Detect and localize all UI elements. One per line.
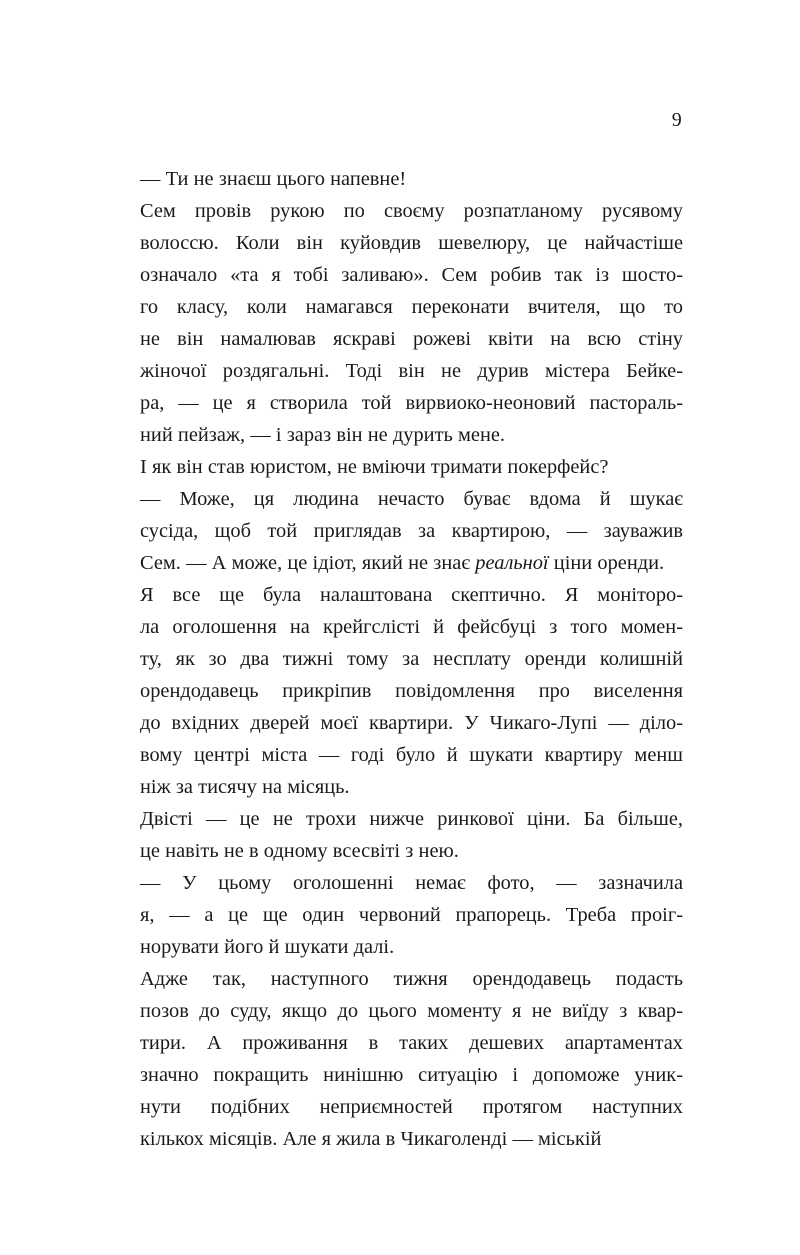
text-line: не він намалював яскраві рожеві квіти на всю стіну <box>140 328 683 350</box>
line-segment: ціни оренди. <box>548 552 665 574</box>
text-line: ла оголошення на крейгслісті й фейсбуці з того момен- <box>140 616 683 638</box>
paragraph-1 <box>118 163 683 195</box>
text-line: — У цьому оголошенні немає фото, — зазначила <box>140 872 683 894</box>
body-text <box>118 163 683 1155</box>
text-line: ний пейзаж, — і зараз він не дурить мене. <box>140 424 506 446</box>
text-line: вому центрі міста — годі було й шукати квартиру менш <box>140 744 683 766</box>
paragraph-8 <box>118 963 683 1155</box>
text-line: значно покращить нинішню ситуацію і допоможе уник- <box>140 1064 683 1086</box>
paragraph-4 <box>118 483 683 579</box>
text-line: означало «та я тобі заливаю». Сем робив так із шосто- <box>140 264 683 286</box>
text-line: — Може, ця людина нечасто буває вдома й шукає <box>140 488 683 510</box>
paragraph-2 <box>118 195 683 451</box>
emphasis-word: реальної <box>475 552 549 574</box>
text-line: тири. А проживання в таких дешевих апартаментах <box>140 1032 683 1054</box>
text-line: жіночої роздягальні. Тоді він не дурив містера Бейке- <box>140 360 683 382</box>
text-line: до вхідних дверей моєї квартири. У Чикаго-Лупі — діло- <box>140 712 683 734</box>
text-line: го класу, коли намагався переконати вчителя, що то <box>140 296 683 318</box>
text-line: І як він став юристом, не вміючи тримати покерфейс? <box>140 456 609 478</box>
text-line: ніж за тисячу на місяць. <box>140 776 350 798</box>
paragraph-6 <box>118 803 683 867</box>
text-line: — Ти не знаєш цього напевне! <box>140 168 407 190</box>
text-line: нути подібних неприємностей протягом наступних <box>140 1096 683 1118</box>
text-line: це навіть не в одному всесвіті з нею. <box>140 840 459 862</box>
text-line: орендодавець прикріпив повідомлення про виселення <box>140 680 683 702</box>
text-line: норувати його й шукати далі. <box>140 936 395 958</box>
text-line: я, — а це ще один червоний прапорець. Треба проіг- <box>140 904 683 926</box>
text-line: волоссю. Коли він куйовдив шевелюру, це найчастіше <box>140 232 683 254</box>
line-segment: Сем. — А може, це ідіот, який не знає <box>140 552 476 574</box>
text-line: Я все ще була налаштована скептично. Я моніторо- <box>140 584 683 606</box>
paragraph-3 <box>118 451 683 483</box>
page-number: 9 <box>671 109 682 131</box>
text-line: сусіда, щоб той приглядав за квартирою, — зауважив <box>140 520 683 542</box>
paragraph-5 <box>118 579 683 803</box>
text-line: кількох місяців. Але я жила в Чикаголенді — міській <box>140 1128 602 1150</box>
text-line: Двісті — це не трохи нижче ринкової ціни. Ба більше, <box>140 808 683 830</box>
text-line: Сем провів рукою по своєму розпатланому русявому <box>140 200 683 222</box>
paragraph-7 <box>118 867 683 963</box>
text-line: ту, як зо два тижні тому за несплату оренди колишній <box>140 648 683 670</box>
text-line: позов до суду, якщо до цього моменту я не виїду з квар- <box>140 1000 683 1022</box>
text-line: Адже так, наступного тижня орендодавець подасть <box>140 968 683 990</box>
text-line: ра, — це я створила той вирвиоко-неоновий пастораль- <box>140 392 683 414</box>
text-line-with-italic <box>118 547 683 579</box>
